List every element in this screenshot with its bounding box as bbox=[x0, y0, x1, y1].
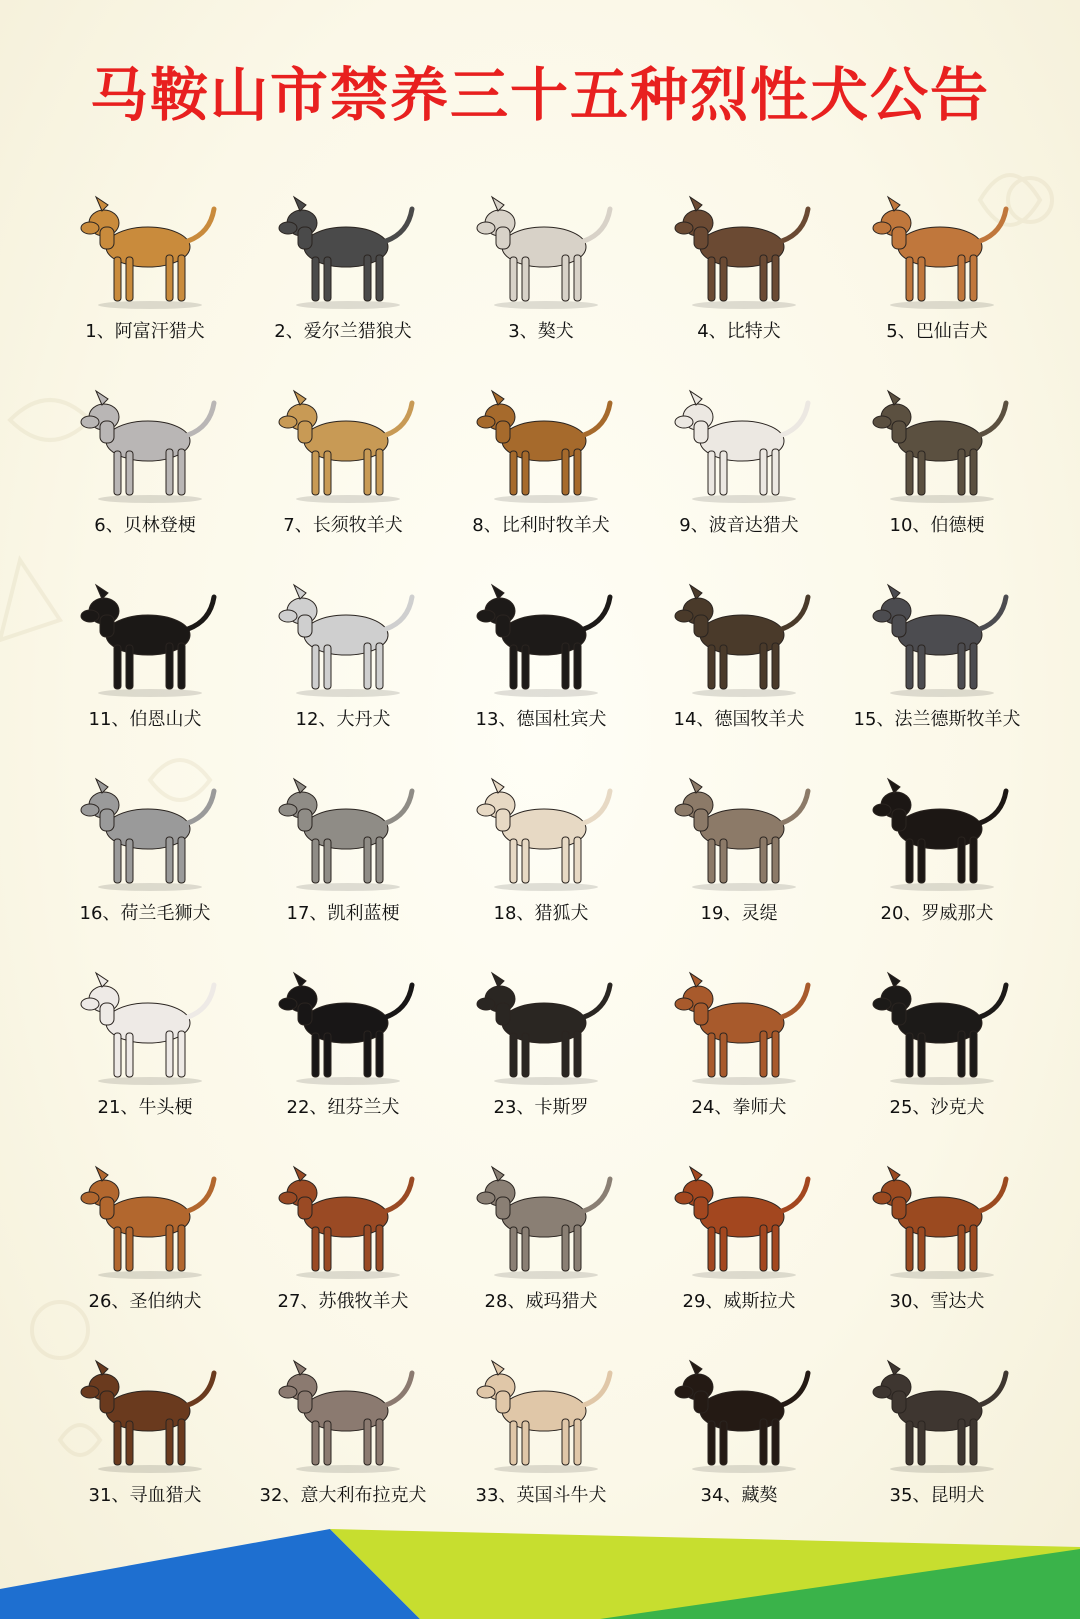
breed-label: 28、威玛猎犬 bbox=[484, 1291, 598, 1312]
breed-label: 3、獒犬 bbox=[508, 321, 574, 342]
breed-item bbox=[644, 185, 834, 379]
breed-item bbox=[446, 767, 636, 961]
breed-label: 20、罗威那犬 bbox=[880, 903, 994, 924]
tibetan-mastiff-dog-icon bbox=[664, 1349, 814, 1479]
breed-label: 16、荷兰毛狮犬 bbox=[79, 903, 211, 924]
breed-label: 21、牛头梗 bbox=[97, 1097, 193, 1118]
pointer-dog-icon bbox=[664, 379, 814, 509]
breed-label: 26、圣伯纳犬 bbox=[88, 1291, 202, 1312]
kerry-blue-terrier-dog-icon bbox=[268, 767, 418, 897]
breed-item bbox=[50, 961, 240, 1155]
breed-item bbox=[446, 379, 636, 573]
bracco-italiano-dog-icon bbox=[268, 1349, 418, 1479]
breed-item bbox=[446, 1349, 636, 1543]
german-shepherd-dog-icon bbox=[664, 573, 814, 703]
great-dane-dog-icon bbox=[268, 573, 418, 703]
vizsla-dog-icon bbox=[664, 1155, 814, 1285]
newfoundland-dog-icon bbox=[268, 961, 418, 1091]
doberman-dog-icon bbox=[466, 573, 616, 703]
breed-item bbox=[248, 1349, 438, 1543]
boxer-dog-icon bbox=[664, 961, 814, 1091]
breed-row bbox=[50, 961, 1040, 1155]
breed-row bbox=[50, 1155, 1040, 1349]
breed-label: 6、贝林登梗 bbox=[94, 515, 196, 536]
breed-item bbox=[842, 961, 1032, 1155]
breed-label: 25、沙克犬 bbox=[889, 1097, 985, 1118]
border-terrier-dog-icon bbox=[862, 379, 1012, 509]
english-bulldog-dog-icon bbox=[466, 1349, 616, 1479]
saint-bernard-dog-icon bbox=[70, 1155, 220, 1285]
breed-label: 1、阿富汗猎犬 bbox=[85, 321, 205, 342]
breed-grid bbox=[50, 185, 1040, 1543]
breed-item bbox=[644, 767, 834, 961]
bernese-mountain-dog-icon bbox=[70, 573, 220, 703]
breed-item bbox=[248, 379, 438, 573]
breed-label: 9、波音达猎犬 bbox=[679, 515, 799, 536]
breed-item bbox=[644, 1155, 834, 1349]
breed-item bbox=[248, 961, 438, 1155]
breed-item bbox=[842, 185, 1032, 379]
breed-label: 29、威斯拉犬 bbox=[682, 1291, 796, 1312]
breed-item bbox=[50, 1349, 240, 1543]
irish-wolfhound-dog-icon bbox=[268, 185, 418, 315]
breed-item bbox=[446, 573, 636, 767]
breed-label: 31、寻血猎犬 bbox=[88, 1485, 202, 1506]
breed-item bbox=[50, 1155, 240, 1349]
foxhound-dog-icon bbox=[466, 767, 616, 897]
saluki-dog-icon bbox=[862, 961, 1012, 1091]
breed-label: 24、拳师犬 bbox=[691, 1097, 787, 1118]
breed-label: 22、纽芬兰犬 bbox=[286, 1097, 400, 1118]
breed-item bbox=[446, 185, 636, 379]
breed-label: 7、长须牧羊犬 bbox=[283, 515, 403, 536]
breed-label: 15、法兰德斯牧羊犬 bbox=[853, 709, 1021, 730]
breed-label: 4、比特犬 bbox=[697, 321, 781, 342]
breed-item bbox=[842, 379, 1032, 573]
breed-label: 34、藏獒 bbox=[700, 1485, 778, 1506]
breed-label: 23、卡斯罗 bbox=[493, 1097, 589, 1118]
breed-label: 12、大丹犬 bbox=[295, 709, 391, 730]
breed-row bbox=[50, 573, 1040, 767]
breed-item bbox=[248, 1155, 438, 1349]
mastiff-dog-icon bbox=[466, 185, 616, 315]
borzoi-dog-icon bbox=[268, 1155, 418, 1285]
breed-item bbox=[248, 185, 438, 379]
briard-dog-icon bbox=[268, 379, 418, 509]
breed-label: 30、雪达犬 bbox=[889, 1291, 985, 1312]
rottweiler-dog-icon bbox=[862, 767, 1012, 897]
breed-label: 10、伯德梗 bbox=[889, 515, 985, 536]
breed-label: 18、猎狐犬 bbox=[493, 903, 589, 924]
breed-row bbox=[50, 185, 1040, 379]
bloodhound-dog-icon bbox=[70, 1349, 220, 1479]
breed-item bbox=[50, 379, 240, 573]
breed-item bbox=[842, 1349, 1032, 1543]
greyhound-dog-icon bbox=[664, 767, 814, 897]
pit-bull-dog-icon bbox=[664, 185, 814, 315]
footer-color-band bbox=[0, 1529, 1080, 1619]
bull-terrier-dog-icon bbox=[70, 961, 220, 1091]
basenji-dog-icon bbox=[862, 185, 1012, 315]
kunming-wolfdog-icon bbox=[862, 1349, 1012, 1479]
breed-label: 35、昆明犬 bbox=[889, 1485, 985, 1506]
keeshond-dog-icon bbox=[70, 767, 220, 897]
breed-label: 11、伯恩山犬 bbox=[88, 709, 202, 730]
breed-label: 27、苏俄牧羊犬 bbox=[277, 1291, 409, 1312]
breed-item bbox=[446, 961, 636, 1155]
breed-item bbox=[50, 573, 240, 767]
bouvier-des-flandres-dog-icon bbox=[862, 573, 1012, 703]
breed-label: 14、德国牧羊犬 bbox=[673, 709, 805, 730]
breed-item bbox=[842, 573, 1032, 767]
afghan-hound-dog-icon bbox=[70, 185, 220, 315]
breed-item bbox=[842, 767, 1032, 961]
breed-label: 32、意大利布拉克犬 bbox=[259, 1485, 427, 1506]
cane-corso-dog-icon bbox=[466, 961, 616, 1091]
breed-item bbox=[50, 767, 240, 961]
page-title: 马鞍山市禁养三十五种烈性犬公告 bbox=[89, 61, 990, 129]
breed-label: 8、比利时牧羊犬 bbox=[472, 515, 610, 536]
breed-label: 17、凯利蓝梗 bbox=[286, 903, 400, 924]
irish-setter-dog-icon bbox=[862, 1155, 1012, 1285]
breed-row bbox=[50, 379, 1040, 573]
weimaraner-dog-icon bbox=[466, 1155, 616, 1285]
breed-label: 5、巴仙吉犬 bbox=[886, 321, 988, 342]
breed-item bbox=[644, 961, 834, 1155]
breed-label: 13、德国杜宾犬 bbox=[475, 709, 607, 730]
breed-item bbox=[446, 1155, 636, 1349]
bedlington-terrier-dog-icon bbox=[70, 379, 220, 509]
breed-item bbox=[50, 185, 240, 379]
breed-item bbox=[842, 1155, 1032, 1349]
breed-item bbox=[644, 573, 834, 767]
belgian-shepherd-dog-icon bbox=[466, 379, 616, 509]
breed-label: 19、灵缇 bbox=[700, 903, 778, 924]
breed-item bbox=[644, 379, 834, 573]
breed-row bbox=[50, 1349, 1040, 1543]
breed-item bbox=[248, 573, 438, 767]
breed-item bbox=[248, 767, 438, 961]
breed-label: 33、英国斗牛犬 bbox=[475, 1485, 607, 1506]
breed-label: 2、爱尔兰猎狼犬 bbox=[274, 321, 412, 342]
breed-item bbox=[644, 1349, 834, 1543]
breed-row bbox=[50, 767, 1040, 961]
